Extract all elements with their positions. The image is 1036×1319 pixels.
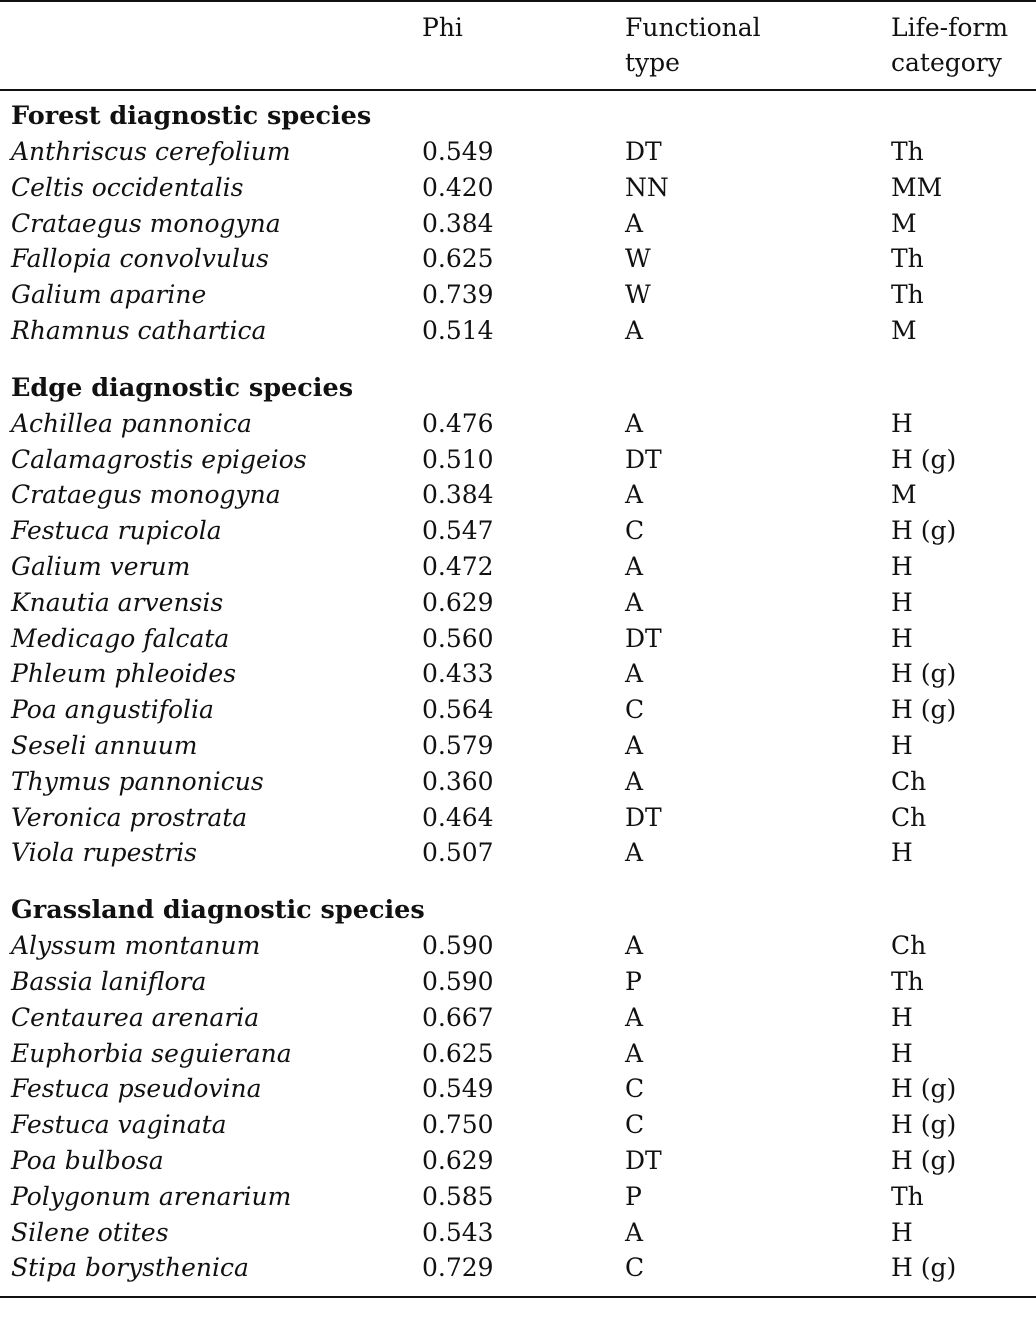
table-row — [0, 800, 1036, 836]
table-row — [0, 1143, 1036, 1179]
table-row — [0, 964, 1036, 1000]
phi-cell: 0.384 — [422, 480, 494, 510]
life-form-cell: Th — [891, 1181, 924, 1211]
table-row — [0, 728, 1036, 764]
table-section — [0, 892, 1036, 1286]
table-row — [0, 1107, 1036, 1143]
life-form-cell: H (g) — [891, 444, 957, 474]
functional-type-cell: DT — [625, 1145, 662, 1175]
header-life-form — [891, 10, 1008, 80]
functional-type-cell: A — [625, 551, 644, 581]
functional-type-cell: C — [625, 1074, 645, 1104]
functional-type-cell: P — [625, 966, 642, 996]
phi-cell: 0.472 — [422, 551, 494, 581]
phi-cell: 0.750 — [422, 1110, 494, 1140]
species-cell: Festuca vaginata — [11, 1110, 227, 1140]
table-row — [0, 1250, 1036, 1286]
table-top-rule — [0, 0, 1036, 2]
species-cell: Crataegus monogyna — [11, 480, 281, 510]
life-form-cell: Th — [891, 244, 924, 274]
species-cell: Galium verum — [11, 551, 191, 581]
phi-cell: 0.384 — [422, 208, 494, 238]
life-form-cell: H (g) — [891, 659, 957, 689]
table-row — [0, 477, 1036, 513]
life-form-cell: H — [891, 1038, 913, 1068]
life-form-cell: H — [891, 838, 913, 868]
header-life-form-line2: category — [891, 48, 1002, 77]
life-form-cell: H (g) — [891, 695, 957, 725]
phi-cell: 0.420 — [422, 172, 494, 202]
header-life-form-line1: Life-form — [891, 13, 1009, 42]
functional-type-cell: NN — [625, 172, 669, 202]
life-form-cell: H (g) — [891, 1145, 957, 1175]
life-form-cell: Ch — [891, 802, 927, 832]
species-cell: Alyssum montanum — [11, 931, 261, 961]
phi-cell: 0.579 — [422, 730, 494, 760]
table-row — [0, 134, 1036, 170]
section-title: Forest diagnostic species — [11, 101, 372, 131]
section-title: Edge diagnostic species — [11, 372, 354, 403]
species-cell: Medicago falcata — [11, 623, 230, 653]
phi-cell: 0.549 — [422, 1074, 494, 1104]
life-form-cell: Th — [891, 966, 924, 996]
table-row — [0, 170, 1036, 206]
life-form-cell: H — [891, 408, 913, 438]
table-bottom-rule — [0, 1296, 1036, 1298]
table-header — [0, 10, 1036, 82]
table-row — [0, 764, 1036, 800]
functional-type-cell: A — [625, 1038, 644, 1068]
functional-type-cell: A — [625, 208, 644, 238]
species-cell: Festuca rupicola — [11, 516, 222, 546]
phi-cell: 0.476 — [422, 408, 494, 438]
life-form-cell: H — [891, 730, 913, 760]
functional-type-cell: C — [625, 516, 645, 546]
section-title: Grassland diagnostic species — [11, 895, 425, 926]
functional-type-cell: A — [625, 730, 644, 760]
species-cell: Veronica prostrata — [11, 802, 248, 832]
functional-type-cell: C — [625, 1110, 645, 1140]
life-form-cell: Th — [891, 280, 924, 310]
phi-cell: 0.510 — [422, 444, 494, 474]
phi-cell: 0.729 — [422, 1253, 494, 1283]
table-row — [0, 442, 1036, 478]
functional-type-cell: DT — [625, 623, 662, 653]
species-cell: Celtis occidentalis — [11, 172, 244, 202]
species-cell: Poa bulbosa — [11, 1145, 164, 1175]
table-row — [0, 692, 1036, 728]
phi-cell: 0.543 — [422, 1217, 494, 1247]
phi-cell: 0.590 — [422, 966, 494, 996]
phi-cell: 0.667 — [422, 1002, 494, 1032]
functional-type-cell: C — [625, 695, 645, 725]
species-cell: Thymus pannonicus — [11, 766, 264, 796]
section-gap — [0, 871, 1036, 892]
life-form-cell: H — [891, 1002, 913, 1032]
species-cell: Viola rupestris — [11, 838, 198, 868]
functional-type-cell: A — [625, 659, 644, 689]
life-form-cell: H (g) — [891, 1253, 957, 1283]
table-row — [0, 1179, 1036, 1215]
phi-cell: 0.507 — [422, 838, 494, 868]
table-row — [0, 406, 1036, 442]
header-phi: Phi — [422, 13, 463, 42]
species-cell: Galium aparine — [11, 280, 207, 310]
life-form-cell: M — [891, 315, 917, 345]
phi-cell: 0.625 — [422, 1038, 494, 1068]
species-cell: Polygonum arenarium — [11, 1181, 292, 1211]
species-cell: Silene otites — [11, 1217, 169, 1247]
functional-type-cell: C — [625, 1253, 645, 1283]
life-form-cell: H (g) — [891, 1110, 957, 1140]
section-gap — [0, 349, 1036, 370]
phi-cell: 0.625 — [422, 244, 494, 274]
functional-type-cell: W — [625, 280, 651, 310]
table-row — [0, 206, 1036, 242]
phi-cell: 0.360 — [422, 766, 494, 796]
table-row — [0, 313, 1036, 349]
phi-cell: 0.585 — [422, 1181, 494, 1211]
functional-type-cell: A — [625, 315, 644, 345]
life-form-cell: Ch — [891, 931, 927, 961]
functional-type-cell: DT — [625, 137, 662, 166]
phi-cell: 0.560 — [422, 623, 494, 653]
functional-type-cell: A — [625, 408, 644, 438]
table-row — [0, 656, 1036, 692]
functional-type-cell: A — [625, 587, 644, 617]
header-functional-type-line1: Functional — [625, 13, 761, 42]
life-form-cell: H — [891, 551, 913, 581]
life-form-cell: M — [891, 208, 917, 238]
functional-type-cell: W — [625, 244, 651, 274]
species-cell: Achillea pannonica — [11, 408, 252, 438]
species-cell: Festuca pseudovina — [11, 1074, 262, 1104]
species-cell: Crataegus monogyna — [11, 208, 281, 238]
table-row — [0, 585, 1036, 621]
table-row — [0, 835, 1036, 871]
table-row — [0, 241, 1036, 277]
species-cell: Bassia laniflora — [11, 966, 207, 996]
species-cell: Poa angustifolia — [11, 695, 214, 725]
table-row — [0, 1215, 1036, 1251]
life-form-cell: Th — [891, 137, 924, 166]
life-form-cell: H — [891, 587, 913, 617]
phi-cell: 0.464 — [422, 802, 494, 832]
functional-type-cell: A — [625, 766, 644, 796]
life-form-cell: Ch — [891, 766, 927, 796]
species-cell: Rhamnus cathartica — [11, 315, 267, 345]
species-cell: Phleum phleoides — [11, 659, 237, 689]
table-row — [0, 549, 1036, 585]
species-cell: Seseli annuum — [11, 730, 198, 760]
functional-type-cell: DT — [625, 802, 662, 832]
species-cell: Knautia arvensis — [11, 587, 224, 617]
table-row — [0, 928, 1036, 964]
functional-type-cell: DT — [625, 444, 662, 474]
species-cell: Anthriscus cerefolium — [11, 137, 291, 166]
life-form-cell: H — [891, 623, 913, 653]
phi-cell: 0.549 — [422, 137, 494, 166]
phi-cell: 0.629 — [422, 1145, 494, 1175]
functional-type-cell: A — [625, 1002, 644, 1032]
table-section — [0, 370, 1036, 871]
species-cell: Centaurea arenaria — [11, 1002, 260, 1032]
functional-type-cell: A — [625, 1217, 644, 1247]
table-row — [0, 1000, 1036, 1036]
functional-type-cell: P — [625, 1181, 642, 1211]
phi-cell: 0.547 — [422, 516, 494, 546]
life-form-cell: MM — [891, 172, 943, 202]
phi-cell: 0.590 — [422, 931, 494, 961]
functional-type-cell: A — [625, 931, 644, 961]
life-form-cell: H — [891, 1217, 913, 1247]
table-section — [0, 98, 1036, 349]
species-cell: Euphorbia seguierana — [11, 1038, 292, 1068]
header-functional-type-line2: type — [625, 48, 680, 77]
table-row — [0, 513, 1036, 549]
species-cell: Calamagrostis epigeios — [11, 444, 307, 474]
phi-cell: 0.514 — [422, 315, 494, 345]
life-form-cell: H (g) — [891, 1074, 957, 1104]
table-header-rule — [0, 89, 1036, 91]
phi-cell: 0.433 — [422, 659, 494, 689]
functional-type-cell: A — [625, 480, 644, 510]
species-cell: Fallopia convolvulus — [11, 244, 269, 274]
phi-cell: 0.629 — [422, 587, 494, 617]
life-form-cell: H (g) — [891, 516, 957, 546]
table-row — [0, 621, 1036, 657]
table-body — [0, 98, 1036, 1286]
table-row — [0, 1036, 1036, 1072]
table-row — [0, 277, 1036, 313]
functional-type-cell: A — [625, 838, 644, 868]
species-cell: Stipa borysthenica — [11, 1253, 249, 1283]
phi-cell: 0.564 — [422, 695, 494, 725]
phi-cell: 0.739 — [422, 280, 494, 310]
table-row — [0, 1071, 1036, 1107]
header-functional-type — [625, 10, 761, 80]
life-form-cell: M — [891, 480, 917, 510]
